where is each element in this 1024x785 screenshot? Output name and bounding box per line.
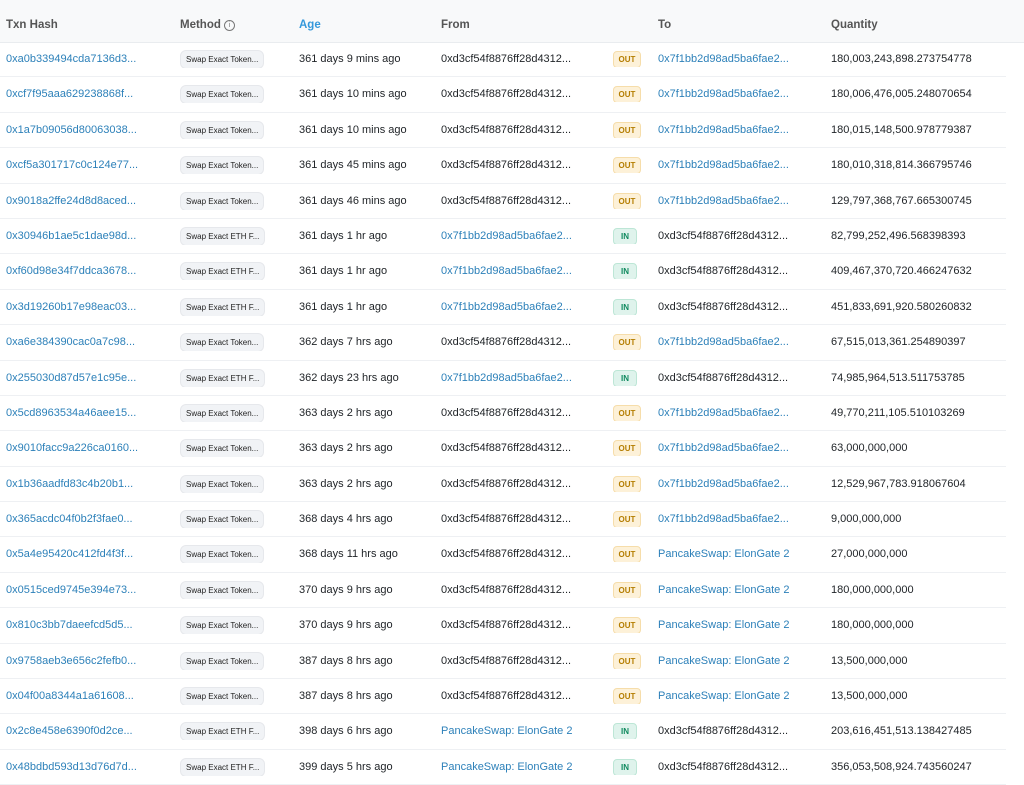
method-cell xyxy=(180,510,266,528)
header-method-label: Method xyxy=(180,19,221,31)
method-badge: Swap Exact ETH F... xyxy=(180,722,265,740)
to-address[interactable]: 0x7f1bb2d98ad5ba6fae2... xyxy=(658,159,789,172)
table-row xyxy=(0,502,1006,537)
direction-badge: IN xyxy=(613,299,637,315)
method-badge: Swap Exact ETH F... xyxy=(180,227,265,245)
to-address[interactable]: PancakeSwap: ElonGate 2 xyxy=(658,690,790,703)
to-address[interactable]: 0x7f1bb2d98ad5ba6fae2... xyxy=(658,406,789,419)
direction-badge: OUT xyxy=(613,617,641,633)
table-row xyxy=(0,431,1006,466)
age-text: 361 days 45 mins ago xyxy=(299,159,407,172)
quantity-value: 409,467,370,720.466247632 xyxy=(831,265,972,278)
quantity-value: 74,985,964,513.511753785 xyxy=(831,371,965,384)
to-address: 0xd3cf54f8876ff28d4312... xyxy=(658,300,789,313)
txn-hash-link[interactable]: 0x9010facc9a226ca0160... xyxy=(6,442,139,455)
method-badge: Swap Exact Token... xyxy=(180,121,264,139)
direction-cell xyxy=(613,299,643,315)
method-badge: Swap Exact Token... xyxy=(180,687,264,705)
method-badge: Swap Exact Token... xyxy=(180,404,264,422)
direction-cell xyxy=(613,511,643,527)
from-address[interactable]: 0x7f1bb2d98ad5ba6fae2... xyxy=(441,371,572,384)
method-badge: Swap Exact Token... xyxy=(180,652,264,670)
table-row xyxy=(0,254,1006,289)
table-row xyxy=(0,361,1006,396)
method-badge: Swap Exact ETH F... xyxy=(180,262,265,280)
method-cell xyxy=(180,722,266,740)
table-row xyxy=(0,184,1006,219)
direction-badge: OUT xyxy=(613,122,641,138)
table-header xyxy=(0,0,1024,43)
header-quantity: Quantity xyxy=(831,19,878,31)
from-address[interactable]: PancakeSwap: ElonGate 2 xyxy=(441,725,573,738)
from-address[interactable]: 0x7f1bb2d98ad5ba6fae2... xyxy=(441,300,572,313)
table-row xyxy=(0,219,1006,254)
direction-badge: OUT xyxy=(613,51,641,67)
from-address: 0xd3cf54f8876ff28d4312... xyxy=(441,406,572,419)
direction-cell xyxy=(613,476,643,492)
txn-hash-link[interactable]: 0x5cd8963534a46aee15... xyxy=(6,406,137,419)
method-cell xyxy=(180,439,266,457)
quantity-value: 203,616,451,513.138427485 xyxy=(831,725,972,738)
to-address[interactable]: 0x7f1bb2d98ad5ba6fae2... xyxy=(658,336,789,349)
from-address: 0xd3cf54f8876ff28d4312... xyxy=(441,123,572,136)
quantity-value: 129,797,368,767.665300745 xyxy=(831,194,972,207)
direction-badge: OUT xyxy=(613,511,641,527)
method-cell xyxy=(180,156,266,174)
table-row xyxy=(0,750,1006,785)
direction-badge: IN xyxy=(613,263,637,279)
age-text: 363 days 2 hrs ago xyxy=(299,477,393,490)
direction-cell xyxy=(613,193,643,209)
from-address: 0xd3cf54f8876ff28d4312... xyxy=(441,583,572,596)
direction-cell xyxy=(613,546,643,562)
age-text: 361 days 1 hr ago xyxy=(299,265,388,278)
direction-badge: IN xyxy=(613,759,637,775)
method-cell xyxy=(180,262,266,280)
method-cell xyxy=(180,85,266,103)
quantity-value: 13,500,000,000 xyxy=(831,654,908,667)
from-address: 0xd3cf54f8876ff28d4312... xyxy=(441,548,572,561)
header-to: To xyxy=(658,19,672,31)
txn-hash-link[interactable]: 0x2c8e458e6390f0d2ce... xyxy=(6,725,133,738)
method-cell xyxy=(180,50,266,68)
age-text: 361 days 1 hr ago xyxy=(299,229,388,242)
table-row xyxy=(0,77,1006,112)
method-cell xyxy=(180,616,266,634)
txn-hash-link[interactable]: 0x255030d87d57e1c95e... xyxy=(6,371,137,384)
from-address[interactable]: PancakeSwap: ElonGate 2 xyxy=(441,760,573,773)
direction-cell xyxy=(613,405,643,421)
method-cell xyxy=(180,687,266,705)
direction-cell xyxy=(613,617,643,633)
direction-badge: OUT xyxy=(613,476,641,492)
method-cell xyxy=(180,227,266,245)
direction-cell xyxy=(613,653,643,669)
method-badge: Swap Exact Token... xyxy=(180,156,264,174)
age-text: 361 days 46 mins ago xyxy=(299,194,407,207)
to-address: 0xd3cf54f8876ff28d4312... xyxy=(658,760,789,773)
direction-badge: OUT xyxy=(613,582,641,598)
age-text: 370 days 9 hrs ago xyxy=(299,619,393,632)
from-address[interactable]: 0x7f1bb2d98ad5ba6fae2... xyxy=(441,265,572,278)
method-cell xyxy=(180,192,266,210)
method-cell xyxy=(180,333,266,351)
to-address[interactable]: PancakeSwap: ElonGate 2 xyxy=(658,619,790,632)
quantity-value: 27,000,000,000 xyxy=(831,548,908,561)
quantity-value: 13,500,000,000 xyxy=(831,690,908,703)
quantity-value: 180,000,000,000 xyxy=(831,583,914,596)
age-text: 361 days 1 hr ago xyxy=(299,300,388,313)
direction-cell xyxy=(613,263,643,279)
direction-badge: OUT xyxy=(613,405,641,421)
direction-cell xyxy=(613,723,643,739)
method-badge: Swap Exact Token... xyxy=(180,192,264,210)
direction-cell xyxy=(613,228,643,244)
age-text: 362 days 23 hrs ago xyxy=(299,371,399,384)
txn-hash-link[interactable]: 0x3d19260b17e98eac03... xyxy=(6,300,137,313)
direction-badge: IN xyxy=(613,370,637,386)
quantity-value: 82,799,252,496.568398393 xyxy=(831,229,966,242)
to-address[interactable]: 0x7f1bb2d98ad5ba6fae2... xyxy=(658,53,789,65)
to-address: 0xd3cf54f8876ff28d4312... xyxy=(658,229,789,242)
from-address: 0xd3cf54f8876ff28d4312... xyxy=(441,159,572,172)
txn-hash-link[interactable]: 0x0515ced9745e394e73... xyxy=(6,583,137,596)
quantity-value: 451,833,691,920.580260832 xyxy=(831,300,972,313)
method-badge: Swap Exact ETH F... xyxy=(180,298,265,316)
age-text: 370 days 9 hrs ago xyxy=(299,583,393,596)
txn-hash-link[interactable]: 0x30946b1ae5c1dae98d... xyxy=(6,229,137,242)
txn-hash-link[interactable]: 0x1b36aadfd83c4b20b1... xyxy=(6,477,134,490)
table-row xyxy=(0,608,1006,643)
from-address: 0xd3cf54f8876ff28d4312... xyxy=(441,619,572,632)
txn-hash-link[interactable]: 0xa6e384390cac0a7c98... xyxy=(6,336,136,349)
age-text: 363 days 2 hrs ago xyxy=(299,406,393,419)
txn-hash-link[interactable]: 0x365acdc04f0b2f3fae0... xyxy=(6,513,133,526)
table-row xyxy=(0,148,1006,183)
table-row xyxy=(0,467,1006,502)
method-badge: Swap Exact Token... xyxy=(180,50,264,68)
method-badge: Swap Exact ETH F... xyxy=(180,369,265,387)
table-row xyxy=(0,714,1006,749)
to-address[interactable]: 0x7f1bb2d98ad5ba6fae2... xyxy=(658,88,789,101)
to-address[interactable]: 0x7f1bb2d98ad5ba6fae2... xyxy=(658,442,789,455)
table-row xyxy=(0,396,1006,431)
info-circle-icon[interactable]: i xyxy=(224,20,235,31)
method-badge: Swap Exact Token... xyxy=(180,581,264,599)
from-address: 0xd3cf54f8876ff28d4312... xyxy=(441,88,572,101)
direction-cell xyxy=(613,122,643,138)
from-address: 0xd3cf54f8876ff28d4312... xyxy=(441,194,572,207)
to-address[interactable]: 0x7f1bb2d98ad5ba6fae2... xyxy=(658,477,789,490)
table-row xyxy=(0,679,1006,714)
direction-cell xyxy=(613,157,643,173)
txn-hash-link[interactable]: 0x1a7b09056d80063038... xyxy=(6,123,137,136)
direction-badge: OUT xyxy=(613,86,641,102)
method-badge: Swap Exact ETH F... xyxy=(180,758,265,776)
age-text: 362 days 7 hrs ago xyxy=(299,336,393,349)
direction-cell xyxy=(613,86,643,102)
quantity-value: 180,000,000,000 xyxy=(831,619,914,632)
method-badge: Swap Exact Token... xyxy=(180,475,264,493)
from-address: 0xd3cf54f8876ff28d4312... xyxy=(441,477,572,490)
table-row xyxy=(0,644,1006,679)
method-cell xyxy=(180,475,266,493)
age-text: 368 days 11 hrs ago xyxy=(299,548,398,561)
txn-hash-link[interactable]: 0x810c3bb7daeefcd5d5... xyxy=(6,619,133,632)
header-txn-hash: Txn Hash xyxy=(6,19,58,31)
method-badge: Swap Exact Token... xyxy=(180,439,264,457)
method-cell xyxy=(180,369,266,387)
age-text: 387 days 8 hrs ago xyxy=(299,654,393,667)
direction-badge: IN xyxy=(613,228,637,244)
table-row xyxy=(0,325,1006,360)
txn-hash-link[interactable]: 0xcf5a301717c0c124e77... xyxy=(6,159,139,172)
from-address: 0xd3cf54f8876ff28d4312... xyxy=(441,53,572,65)
method-cell xyxy=(180,298,266,316)
from-address: 0xd3cf54f8876ff28d4312... xyxy=(441,654,572,667)
table-body xyxy=(0,42,1006,785)
method-badge: Swap Exact Token... xyxy=(180,333,264,351)
txn-hash-link[interactable]: 0xcf7f95aaa629238868f... xyxy=(6,88,134,101)
age-text: 398 days 6 hrs ago xyxy=(299,725,393,738)
to-address[interactable]: 0x7f1bb2d98ad5ba6fae2... xyxy=(658,513,789,526)
direction-badge: OUT xyxy=(613,193,641,209)
to-address[interactable]: PancakeSwap: ElonGate 2 xyxy=(658,583,790,596)
direction-badge: IN xyxy=(613,723,637,739)
method-cell xyxy=(180,121,266,139)
direction-cell xyxy=(613,51,643,67)
age-text: 363 days 2 hrs ago xyxy=(299,442,393,455)
to-address[interactable]: PancakeSwap: ElonGate 2 xyxy=(658,654,790,667)
direction-badge: OUT xyxy=(613,653,641,669)
age-text: 399 days 5 hrs ago xyxy=(299,760,393,773)
to-address[interactable]: 0x7f1bb2d98ad5ba6fae2... xyxy=(658,194,789,207)
quantity-value: 12,529,967,783.918067604 xyxy=(831,477,966,490)
age-text: 368 days 4 hrs ago xyxy=(299,513,393,526)
to-address[interactable]: 0x7f1bb2d98ad5ba6fae2... xyxy=(658,123,789,136)
direction-cell xyxy=(613,440,643,456)
from-address: 0xd3cf54f8876ff28d4312... xyxy=(441,336,572,349)
txn-hash-link[interactable]: 0x9758aeb3e656c2fefb0... xyxy=(6,654,137,667)
direction-badge: OUT xyxy=(613,440,641,456)
method-badge: Swap Exact Token... xyxy=(180,510,264,528)
direction-badge: OUT xyxy=(613,334,641,350)
direction-badge: OUT xyxy=(613,157,641,173)
table-row xyxy=(0,537,1006,572)
age-text: 361 days 10 mins ago xyxy=(299,88,407,101)
txn-hash-link[interactable]: 0xa0b339494cda7136d3... xyxy=(6,53,137,65)
direction-badge: OUT xyxy=(613,546,641,562)
from-address: 0xd3cf54f8876ff28d4312... xyxy=(441,442,572,455)
age-text: 361 days 9 mins ago xyxy=(299,53,401,65)
method-cell xyxy=(180,581,266,599)
table-row xyxy=(0,573,1006,608)
header-age-toggle[interactable]: Age xyxy=(299,19,321,31)
txn-hash-link[interactable]: 0x5a4e95420c412fd4f3f... xyxy=(6,548,134,561)
method-badge: Swap Exact Token... xyxy=(180,545,264,563)
from-address: 0xd3cf54f8876ff28d4312... xyxy=(441,690,572,703)
to-address[interactable]: PancakeSwap: ElonGate 2 xyxy=(658,548,790,561)
to-address: 0xd3cf54f8876ff28d4312... xyxy=(658,265,789,278)
table-row xyxy=(0,42,1006,77)
quantity-value: 180,006,476,005.248070654 xyxy=(831,88,972,101)
table-row xyxy=(0,290,1006,325)
method-badge: Swap Exact Token... xyxy=(180,85,264,103)
table-row xyxy=(0,113,1006,148)
from-address[interactable]: 0x7f1bb2d98ad5ba6fae2... xyxy=(441,229,572,242)
to-address: 0xd3cf54f8876ff28d4312... xyxy=(658,371,789,384)
header-method xyxy=(180,0,235,42)
txn-hash-link[interactable]: 0xf60d98e34f7ddca3678... xyxy=(6,265,137,278)
method-cell xyxy=(180,652,266,670)
method-badge: Swap Exact Token... xyxy=(180,616,264,634)
txn-hash-link[interactable]: 0x48bdbd593d13d76d7d... xyxy=(6,760,137,773)
quantity-value: 180,003,243,898.273754778 xyxy=(831,53,972,65)
quantity-value: 180,010,318,814.366795746 xyxy=(831,159,972,172)
quantity-value: 180,015,148,500.978779387 xyxy=(831,123,972,136)
quantity-value: 356,053,508,924.743560247 xyxy=(831,760,972,773)
to-address: 0xd3cf54f8876ff28d4312... xyxy=(658,725,789,738)
quantity-value: 9,000,000,000 xyxy=(831,513,902,526)
age-text: 387 days 8 hrs ago xyxy=(299,690,393,703)
direction-cell xyxy=(613,370,643,386)
quantity-value: 49,770,211,105.510103269 xyxy=(831,406,965,419)
direction-cell xyxy=(613,334,643,350)
direction-cell xyxy=(613,582,643,598)
age-text: 361 days 10 mins ago xyxy=(299,123,407,136)
quantity-value: 63,000,000,000 xyxy=(831,442,908,455)
quantity-value: 67,515,013,361.254890397 xyxy=(831,336,966,349)
method-cell xyxy=(180,545,266,563)
direction-badge: OUT xyxy=(613,688,641,704)
from-address: 0xd3cf54f8876ff28d4312... xyxy=(441,513,572,526)
txn-hash-link[interactable]: 0x04f00a8344a1a61608... xyxy=(6,690,134,703)
direction-cell xyxy=(613,688,643,704)
method-cell xyxy=(180,404,266,422)
txn-hash-link[interactable]: 0x9018a2ffe24d8d8aced... xyxy=(6,194,137,207)
header-from: From xyxy=(441,19,470,31)
